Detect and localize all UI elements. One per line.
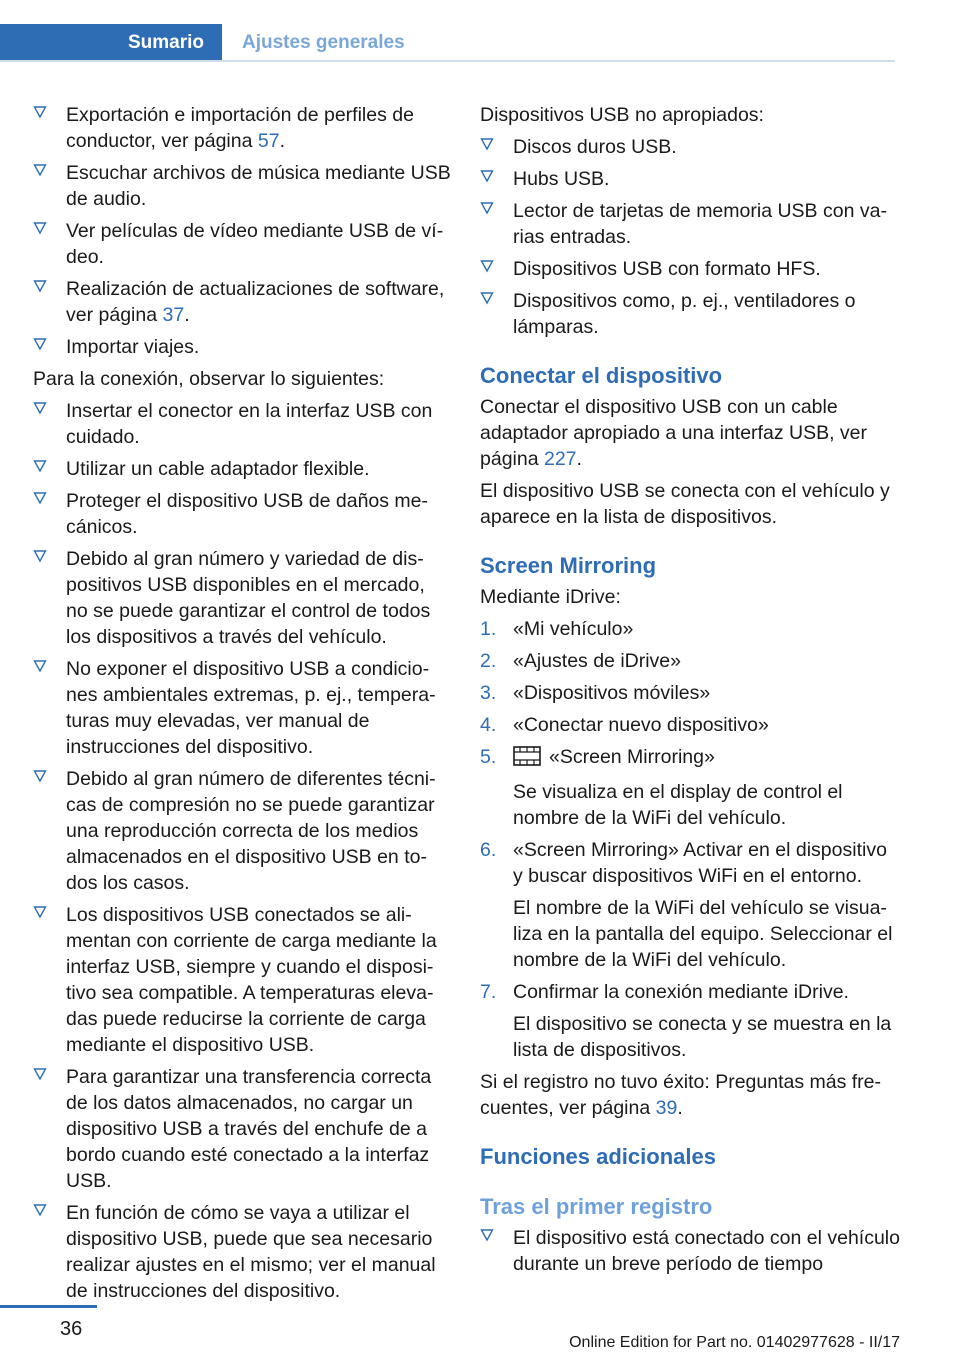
- triangle-bullet-icon: [33, 659, 47, 673]
- list-item-text: Escuchar archivos de música mediante USB de audio.: [66, 162, 451, 210]
- triangle-bullet-icon: [480, 137, 494, 151]
- step-item: [480, 648, 900, 674]
- list-item-text: Realización de actualizaciones de software, ver página: [66, 278, 445, 326]
- screen-mirroring-icon: [513, 746, 541, 773]
- step-note: El nombre de la WiFi del vehículo se visualiza en la pantalla del equipo. Seleccionar el nombre de la WiFi del vehículo.: [513, 897, 893, 971]
- list-item-text: No exponer el dispositivo USB a condiciones ambientales extremas, p. ej., temperaturas muy elevadas, ver manual de instrucciones del dispositivo.: [66, 658, 436, 758]
- triangle-bullet-icon: [33, 1067, 47, 1081]
- triangle-bullet-icon: [480, 1228, 494, 1242]
- list-item-text: Utilizar un cable adaptador flexible.: [66, 458, 370, 480]
- list-item: [33, 218, 451, 270]
- step-number: 6.: [480, 839, 497, 861]
- page-link[interactable]: 39: [655, 1097, 678, 1119]
- subsection-heading-first-registration: Tras el primer registro: [480, 1194, 713, 1219]
- triangle-bullet-icon: [33, 459, 47, 473]
- triangle-bullet-icon: [33, 769, 47, 783]
- list-item: [33, 488, 451, 540]
- list-item-text: Lector de tarjetas de memoria USB con varias entradas.: [513, 200, 887, 248]
- triangle-bullet-icon: [33, 491, 47, 505]
- paragraph-text: Conectar el dispositivo USB con un cable adaptador apropiado a una interfaz USB, ver página: [480, 396, 868, 470]
- list-item-text: Para garantizar una transferencia correcta de los datos almacenados, no cargar un dispositivo USB a través del enchufe de a bordo cuando esté conectado a la interfaz USB.: [66, 1066, 432, 1192]
- footer-divider: [0, 1305, 97, 1308]
- list-item: [480, 256, 900, 282]
- triangle-bullet-icon: [33, 1203, 47, 1217]
- step-note: El dispositivo se conecta y se muestra en la lista de dispositivos.: [513, 1013, 892, 1061]
- list-item-tail: .: [184, 304, 190, 326]
- list-item: [33, 546, 451, 650]
- list-item: [33, 1200, 451, 1304]
- triangle-bullet-icon: [33, 549, 47, 563]
- list-item-text: Importar viajes.: [66, 336, 200, 358]
- triangle-bullet-icon: [480, 201, 494, 215]
- triangle-bullet-icon: [33, 221, 47, 235]
- list-item: [480, 166, 900, 192]
- triangle-bullet-icon: [33, 401, 47, 415]
- step-item: [480, 837, 900, 889]
- triangle-bullet-icon: [33, 279, 47, 293]
- paragraph-tail: .: [576, 448, 582, 470]
- list-item-text: Ver películas de vídeo mediante USB de vídeo.: [66, 220, 444, 268]
- list-item: [33, 656, 451, 760]
- step-number: 2.: [480, 650, 497, 672]
- list-item-text: Hubs USB.: [513, 168, 610, 190]
- list-item: [33, 1064, 451, 1194]
- section-heading-connect: Conectar el dispositivo: [480, 363, 723, 388]
- list-item-text: Discos duros USB.: [513, 136, 677, 158]
- list-item-text: Insertar el conector en la interfaz USB con cuidado.: [66, 400, 433, 448]
- tab-sumario[interactable]: Sumario: [0, 24, 222, 62]
- page-number: 36: [60, 1318, 83, 1340]
- header-divider: [0, 60, 895, 62]
- step-item: [480, 616, 900, 642]
- list-item: [480, 198, 900, 250]
- list-item-text: Dispositivos como, p. ej., ventiladores o lámparas.: [513, 290, 856, 338]
- page-link[interactable]: 57: [257, 130, 280, 152]
- list-item-text: Debido al gran número de diferentes técnicas de compresión no se puede garantizar una reproducción correcta de los medios almacenados en el dispositivo USB en todos los casos.: [66, 768, 436, 894]
- section-heading-functions: Funciones adicionales: [480, 1144, 716, 1169]
- step-number: 3.: [480, 682, 497, 704]
- list-item-text: Debido al gran número y variedad de dispositivos USB disponibles en el mercado, no se puede garantizar el control de todos los dispositivos a través del vehículo.: [66, 548, 431, 648]
- step-note: Se visualiza en el display de control el nombre de la WiFi del vehículo.: [513, 781, 843, 829]
- triangle-bullet-icon: [480, 259, 494, 273]
- triangle-bullet-icon: [480, 291, 494, 305]
- list-item: [33, 276, 451, 328]
- step-text: «Dispositivos móviles»: [513, 682, 711, 704]
- triangle-bullet-icon: [33, 163, 47, 177]
- list-item: [33, 102, 451, 154]
- triangle-bullet-icon: [33, 905, 47, 919]
- paragraph: Dispositivos USB no apropiados:: [480, 104, 764, 126]
- step-text: Confirmar la conexión mediante iDrive.: [513, 981, 849, 1003]
- step-item: [480, 712, 900, 738]
- list-item-text: Dispositivos USB con formato HFS.: [513, 258, 821, 280]
- paragraph: El dispositivo USB se conecta con el vehículo y aparece en la lista de dispositivos.: [480, 480, 890, 528]
- step-item: [480, 744, 900, 773]
- paragraph-tail: .: [677, 1097, 683, 1119]
- list-item: [33, 456, 451, 482]
- step-text: «Screen Mirroring»: [549, 746, 715, 768]
- triangle-bullet-icon: [480, 169, 494, 183]
- list-item: [33, 766, 451, 896]
- list-item: [480, 1225, 900, 1277]
- list-item: [33, 160, 451, 212]
- list-item-text: En función de cómo se vaya a utilizar el dispositivo USB, puede que sea necesario realizar ajustes en el mismo; ver el manual de instrucciones del dispositivo.: [66, 1202, 436, 1302]
- right-column: [480, 102, 900, 1283]
- list-item: [480, 134, 900, 160]
- page-link[interactable]: 227: [543, 448, 577, 470]
- section-heading-screen-mirroring: Screen Mirroring: [480, 553, 657, 578]
- paragraph: Mediante iDrive:: [480, 586, 621, 608]
- edition-text: Online Edition for Part no. 01402977628 - II/17: [569, 1334, 900, 1351]
- page-link[interactable]: 37: [162, 304, 185, 326]
- step-number: 1.: [480, 618, 497, 640]
- paragraph: [480, 1069, 900, 1121]
- list-item-text: Proteger el dispositivo USB de daños mecánicos.: [66, 490, 429, 538]
- list-item: [33, 902, 451, 1058]
- triangle-bullet-icon: [33, 105, 47, 119]
- paragraph: Para la conexión, observar lo siguientes:: [33, 368, 385, 390]
- step-text: «Screen Mirroring» Activar en el dispositivo y buscar dispositivos WiFi en el entorno.: [513, 839, 887, 887]
- step-text: «Conectar nuevo dispositivo»: [513, 714, 769, 736]
- paragraph-text: Si el registro no tuvo éxito: Preguntas más frecuentes, ver página: [480, 1071, 882, 1119]
- step-number: 7.: [480, 981, 497, 1003]
- list-item-text: Los dispositivos USB conectados se alimentan con corriente de carga mediante la interfaz USB, siempre y cuando el dispositivo sea compatible. A temperaturas elevadas puede reducirse la corriente de carga mediante el dispositivo USB.: [66, 904, 437, 1056]
- list-item: [33, 334, 451, 360]
- step-text: «Mi vehículo»: [513, 618, 634, 640]
- list-item-text: Exportación e importación de perfiles de conductor, ver página: [66, 104, 414, 152]
- list-item: [480, 288, 900, 340]
- list-item: [33, 398, 451, 450]
- step-item: [480, 680, 900, 706]
- step-text: «Ajustes de iDrive»: [513, 650, 681, 672]
- list-item-tail: .: [279, 130, 286, 152]
- left-column: [33, 102, 451, 1310]
- step-number: 4.: [480, 714, 497, 736]
- tab-ajustes-generales[interactable]: Ajustes generales: [242, 32, 405, 53]
- step-number: 5.: [480, 746, 497, 768]
- triangle-bullet-icon: [33, 337, 47, 351]
- paragraph: [480, 394, 900, 472]
- step-item: [480, 979, 900, 1005]
- list-item-text: El dispositivo está conectado con el vehículo durante un breve período de tiempo: [513, 1227, 900, 1275]
